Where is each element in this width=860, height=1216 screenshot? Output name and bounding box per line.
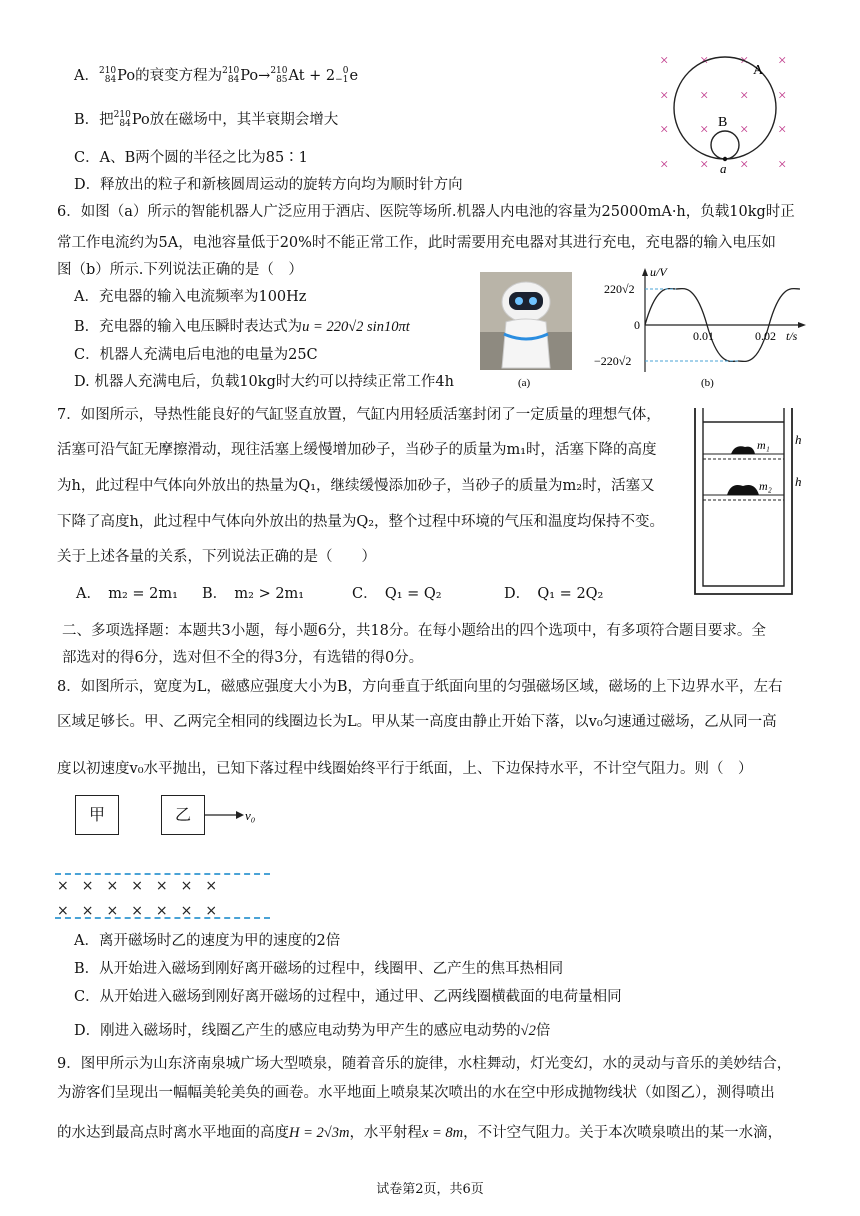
svg-text:×: ×: [740, 157, 749, 173]
q5-option-c: C．A、B两个圆的半径之比为85∶1: [74, 150, 308, 166]
field-crosses: [660, 53, 786, 173]
section2-heading-line2: 部选对的得6分，选对但不全的得3分，有选错的得0分。: [62, 650, 424, 666]
voltage-sine-graph: [590, 262, 815, 392]
q5-option-b: B．把210 84Po放在磁场中，其半衰期会增大: [74, 110, 339, 129]
q8-stem-line1: 8．如图所示，宽度为L，磁感应强度大小为B，方向垂直于纸面向里的匀强磁场区域，磁场的上下边界水平，左右: [57, 679, 783, 695]
y-tick-bottom: −220√2: [594, 354, 632, 368]
q8-option-a: A．离开磁场时乙的速度为甲的速度的2倍: [74, 933, 341, 949]
coil-jia: 甲: [75, 795, 119, 835]
label-h-2: h: [795, 474, 802, 489]
field-upper-boundary: [55, 873, 270, 875]
svg-text:×: ×: [700, 53, 709, 69]
field-lower-boundary: [55, 917, 270, 919]
q7-stem-line5: 关于上述各量的关系，下列说法正确的是（ ）: [57, 549, 376, 565]
label-circle-a: A: [753, 63, 764, 78]
svg-text:×: ×: [660, 157, 669, 173]
field-crosses-row2: ×××××××: [57, 903, 231, 919]
velocity-arrow: [204, 806, 264, 830]
q5-option-a: A．210 84Po的衰变方程为210 84Po→210 85At + 2 0 −1e: [74, 66, 359, 85]
q7-option-a: A． m₂ = 2m₁: [76, 586, 178, 602]
q9-stem-line1: 9．图甲所示为山东济南泉城广场大型喷泉，随着音乐的旋律，水柱舞动，灯光变幻，水的灵动与音乐的美妙结合，: [57, 1056, 792, 1072]
q9-stem-line2: 为游客们呈现出一幅幅美轮美奂的画卷。水平地面上喷泉某次喷出的水在空中形成抛物线状（如图乙），测得喷出: [57, 1085, 775, 1101]
q6-stem-line2: 常工作电流约为5A，电池容量低于20%时不能正常工作，此时需要用充电器对其进行充电，充电器的输入电压如: [57, 235, 776, 251]
label-v0: v₀: [245, 808, 256, 823]
q7-option-b: B． m₂ > 2m₁: [202, 586, 305, 602]
q8-stem-line3: 度以初速度v₀水平抛出，已知下落过程中线圈始终平行于纸面，上、下边保持水平，不计空气阻力。则（ ）: [57, 761, 753, 777]
sand-m1: [731, 446, 755, 454]
sand-m2: [727, 485, 759, 495]
q6-stem-line1: 6．如图（a）所示的智能机器人广泛应用于酒店、医院等场所.机器人内电池的容量为25000mA·h，负载10kg时正: [57, 204, 795, 220]
page-footer: 试卷第2页，共6页: [376, 1182, 484, 1197]
svg-text:×: ×: [740, 88, 749, 104]
q7-stem-line1: 7．如图所示，导热性能良好的气缸竖直放置，气缸内用轻质活塞封闭了一定质量的理想气体，: [57, 407, 661, 423]
q7-option-d: D． Q₁ = 2Q₂: [504, 586, 604, 602]
coil-yi: 乙: [161, 795, 205, 835]
caption-a: (a): [518, 377, 531, 389]
q6-option-b: B．充电器的输入电压瞬时表达式为u = 220√2 sin10πt: [74, 319, 410, 335]
q7-stem-line4: 下降了高度h，此过程中气体向外放出的热量为Q₂，整个过程中环境的气压和温度均保持不变。: [57, 514, 665, 530]
q5-option-d: D．释放出的粒子和新核圆周运动的旋转方向均为顺时针方向: [74, 177, 463, 193]
svg-text:×: ×: [740, 122, 749, 138]
svg-text:×: ×: [660, 88, 669, 104]
q8-option-b: B．从开始进入磁场到刚好离开磁场的过程中，线圈甲、乙产生的焦耳热相同: [74, 961, 564, 977]
svg-text:×: ×: [700, 88, 709, 104]
q8-stem-line2: 区域足够长。甲、乙两完全相同的线圈边长为L。甲从某一高度由静止开始下落，以v₀匀速通过磁场，乙从同一高: [57, 714, 777, 730]
q6-option-c: C．机器人充满电后电池的电量为25C: [74, 347, 318, 363]
q9-stem-line3: 的水达到最高点时离水平地面的高度H = 2√3m，水平射程x = 8m，不计空气阻力。关于本次喷泉喷出的某一水滴，: [57, 1125, 783, 1141]
magnetic-field-circles-figure: [650, 48, 810, 178]
label-h-1: h: [795, 432, 802, 447]
circle-b: [711, 131, 739, 159]
x-tick-1: 0.01: [693, 329, 714, 343]
origin-label: 0: [634, 318, 640, 332]
svg-text:×: ×: [660, 53, 669, 69]
label-circle-b: B: [718, 115, 728, 130]
section2-heading-line1: 二、多项选择题：本题共3小题，每小题6分，共18分。在每小题给出的四个选项中，有多项符合题目要求。全: [62, 623, 766, 639]
svg-text:×: ×: [700, 122, 709, 138]
svg-text:×: ×: [778, 122, 787, 138]
q7-option-c: C． Q₁ = Q₂: [352, 586, 442, 602]
q7-stem-line3: 为h，此过程中气体向外放出的热量为Q₁，继续缓慢添加砂子，当砂子的质量为m₂时，活塞又: [57, 478, 655, 494]
caption-b: (b): [701, 377, 714, 389]
robot-photo: [480, 272, 572, 392]
svg-text:×: ×: [740, 53, 749, 69]
label-point-a: a: [720, 161, 727, 176]
label-m1: m₁: [757, 438, 770, 452]
svg-text:×: ×: [778, 88, 787, 104]
q8-option-d: D．刚进入磁场时，线圈乙产生的感应电动势为甲产生的感应电动势的√2倍: [74, 1023, 551, 1039]
x-tick-2: 0.02: [755, 329, 776, 343]
q6-option-a: A．充电器的输入电流频率为100Hz: [74, 289, 307, 305]
field-crosses-row1: ×××××××: [57, 878, 231, 894]
y-tick-top: 220√2: [604, 282, 635, 296]
q8-option-c: C．从开始进入磁场到刚好离开磁场的过程中，通过甲、乙两线圈横截面的电荷量相同: [74, 989, 622, 1005]
svg-text:×: ×: [778, 157, 787, 173]
svg-text:×: ×: [660, 122, 669, 138]
x-axis-label: t/s: [786, 329, 798, 343]
label-m2: m₂: [759, 479, 772, 493]
q6-stem-line3: 图（b）所示.下列说法正确的是（ ）: [57, 262, 303, 278]
q7-stem-line2: 活塞可沿气缸无摩擦滑动，现往活塞上缓慢增加砂子，当砂子的质量为m₁时，活塞下降的高度: [57, 442, 657, 458]
svg-text:×: ×: [700, 157, 709, 173]
y-axis-label: u/V: [650, 265, 667, 279]
gas-cylinder-figure: [685, 402, 813, 598]
q6-option-d: D. 机器人充满电后，负载10kg时大约可以持续正常工作4h: [74, 374, 454, 390]
svg-text:×: ×: [778, 53, 787, 69]
